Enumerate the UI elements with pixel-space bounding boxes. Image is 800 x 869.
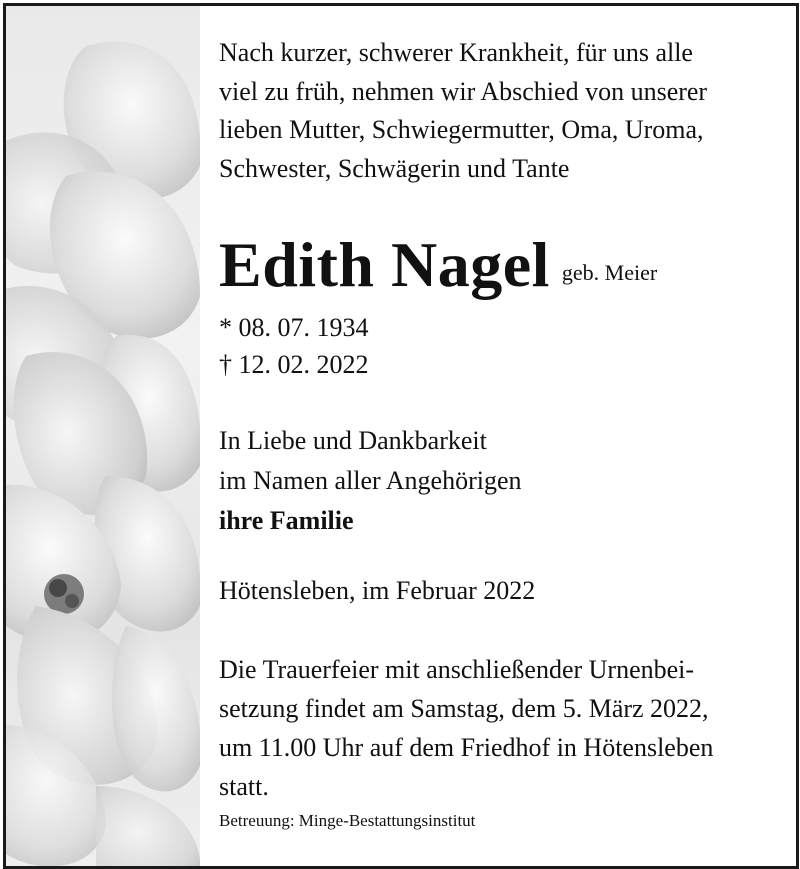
obituary-notice [3,3,799,869]
deceased-name-row [219,228,657,302]
funeral-line: setzung findet am Samstag, dem 5. März 2022, [219,694,709,723]
intro-paragraph [219,34,779,188]
funeral-announcement [219,650,777,806]
magnolia-flower-illustration [6,6,200,866]
birth-date: * 08. 07. 1934 [219,313,369,342]
closing-paragraph [219,421,522,541]
intro-line: lieben Mutter, Schwiegermutter, Oma, Uroma, [219,115,704,144]
closing-line: In Liebe und Dankbarkeit [219,426,487,455]
death-date: † 12. 02. 2022 [219,350,369,379]
funeral-line: statt. [219,772,269,801]
place-date: Hötensleben, im Februar 2022 [219,576,536,605]
deceased-name: Edith Nagel [219,229,550,300]
intro-line: viel zu früh, nehmen wir Abschied von unserer [219,76,708,106]
funeral-line: um 11.00 Uhr auf dem Friedhof in Hötensleben [219,733,714,762]
undertaker-credit: Betreuung: Minge-Bestattungsinstitut [219,811,476,830]
intro-line: Schwester, Schwägerin und Tante [219,153,570,183]
funeral-line: Die Trauerfeier mit anschließender Urnenbei- [219,655,695,684]
family-signature: ihre Familie [219,506,354,535]
life-dates [219,309,369,383]
intro-line: Nach kurzer, schwerer Krankheit, für uns alle [219,38,693,67]
magnolia-flower-image [6,6,200,866]
closing-line: im Namen aller Angehörigen [219,466,522,495]
maiden-name: geb. Meier [561,260,658,285]
